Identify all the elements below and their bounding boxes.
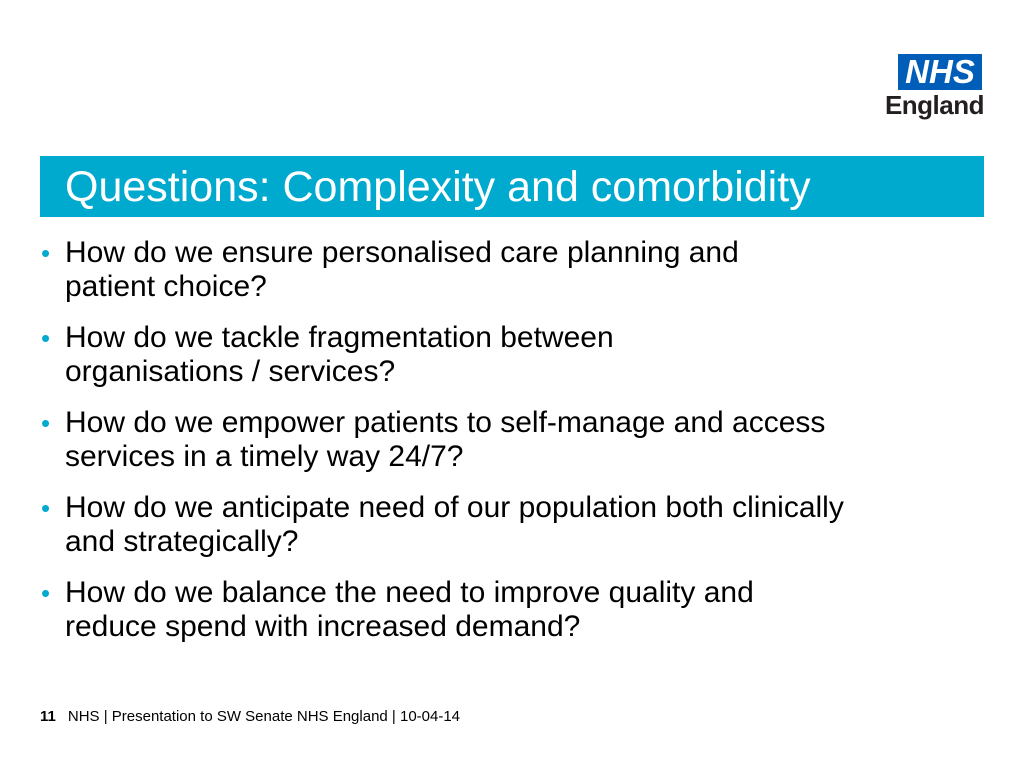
bullet-text: How do we anticipate need of our population both clinically and strategically? — [65, 491, 844, 558]
footer-text: NHS | Presentation to SW Senate NHS England | 10-04-14 — [67, 708, 461, 725]
footer — [40, 708, 460, 726]
nhs-logo-box: NHS — [898, 54, 982, 90]
bullet-dot-icon: • — [41, 323, 51, 353]
nhs-england-logo — [872, 54, 984, 122]
bullet-item — [40, 576, 825, 644]
page-number: 11 — [40, 708, 56, 725]
bullet-dot-icon: • — [41, 238, 51, 268]
bullet-dot-icon: • — [41, 578, 51, 608]
bullet-item — [40, 321, 735, 389]
bullet-text: How do we ensure personalised care planning and patient choice? — [65, 236, 739, 303]
bullet-item — [40, 491, 855, 559]
bullet-dot-icon: • — [41, 493, 51, 523]
bullet-item — [40, 406, 855, 474]
slide-title: Questions: Complexity and comorbidity — [65, 163, 811, 211]
england-logo-text: England — [884, 90, 984, 120]
title-bar — [40, 156, 984, 217]
bullet-text: How do we tackle fragmentation between organisations / services? — [65, 321, 614, 388]
bullet-text: How do we balance the need to improve quality and reduce spend with increased demand? — [65, 576, 754, 643]
bullet-dot-icon: • — [41, 408, 51, 438]
bullet-text: How do we empower patients to self-manage and access services in a timely way 24/7? — [65, 406, 826, 473]
bullet-item — [40, 236, 800, 304]
bullet-list — [40, 236, 844, 661]
